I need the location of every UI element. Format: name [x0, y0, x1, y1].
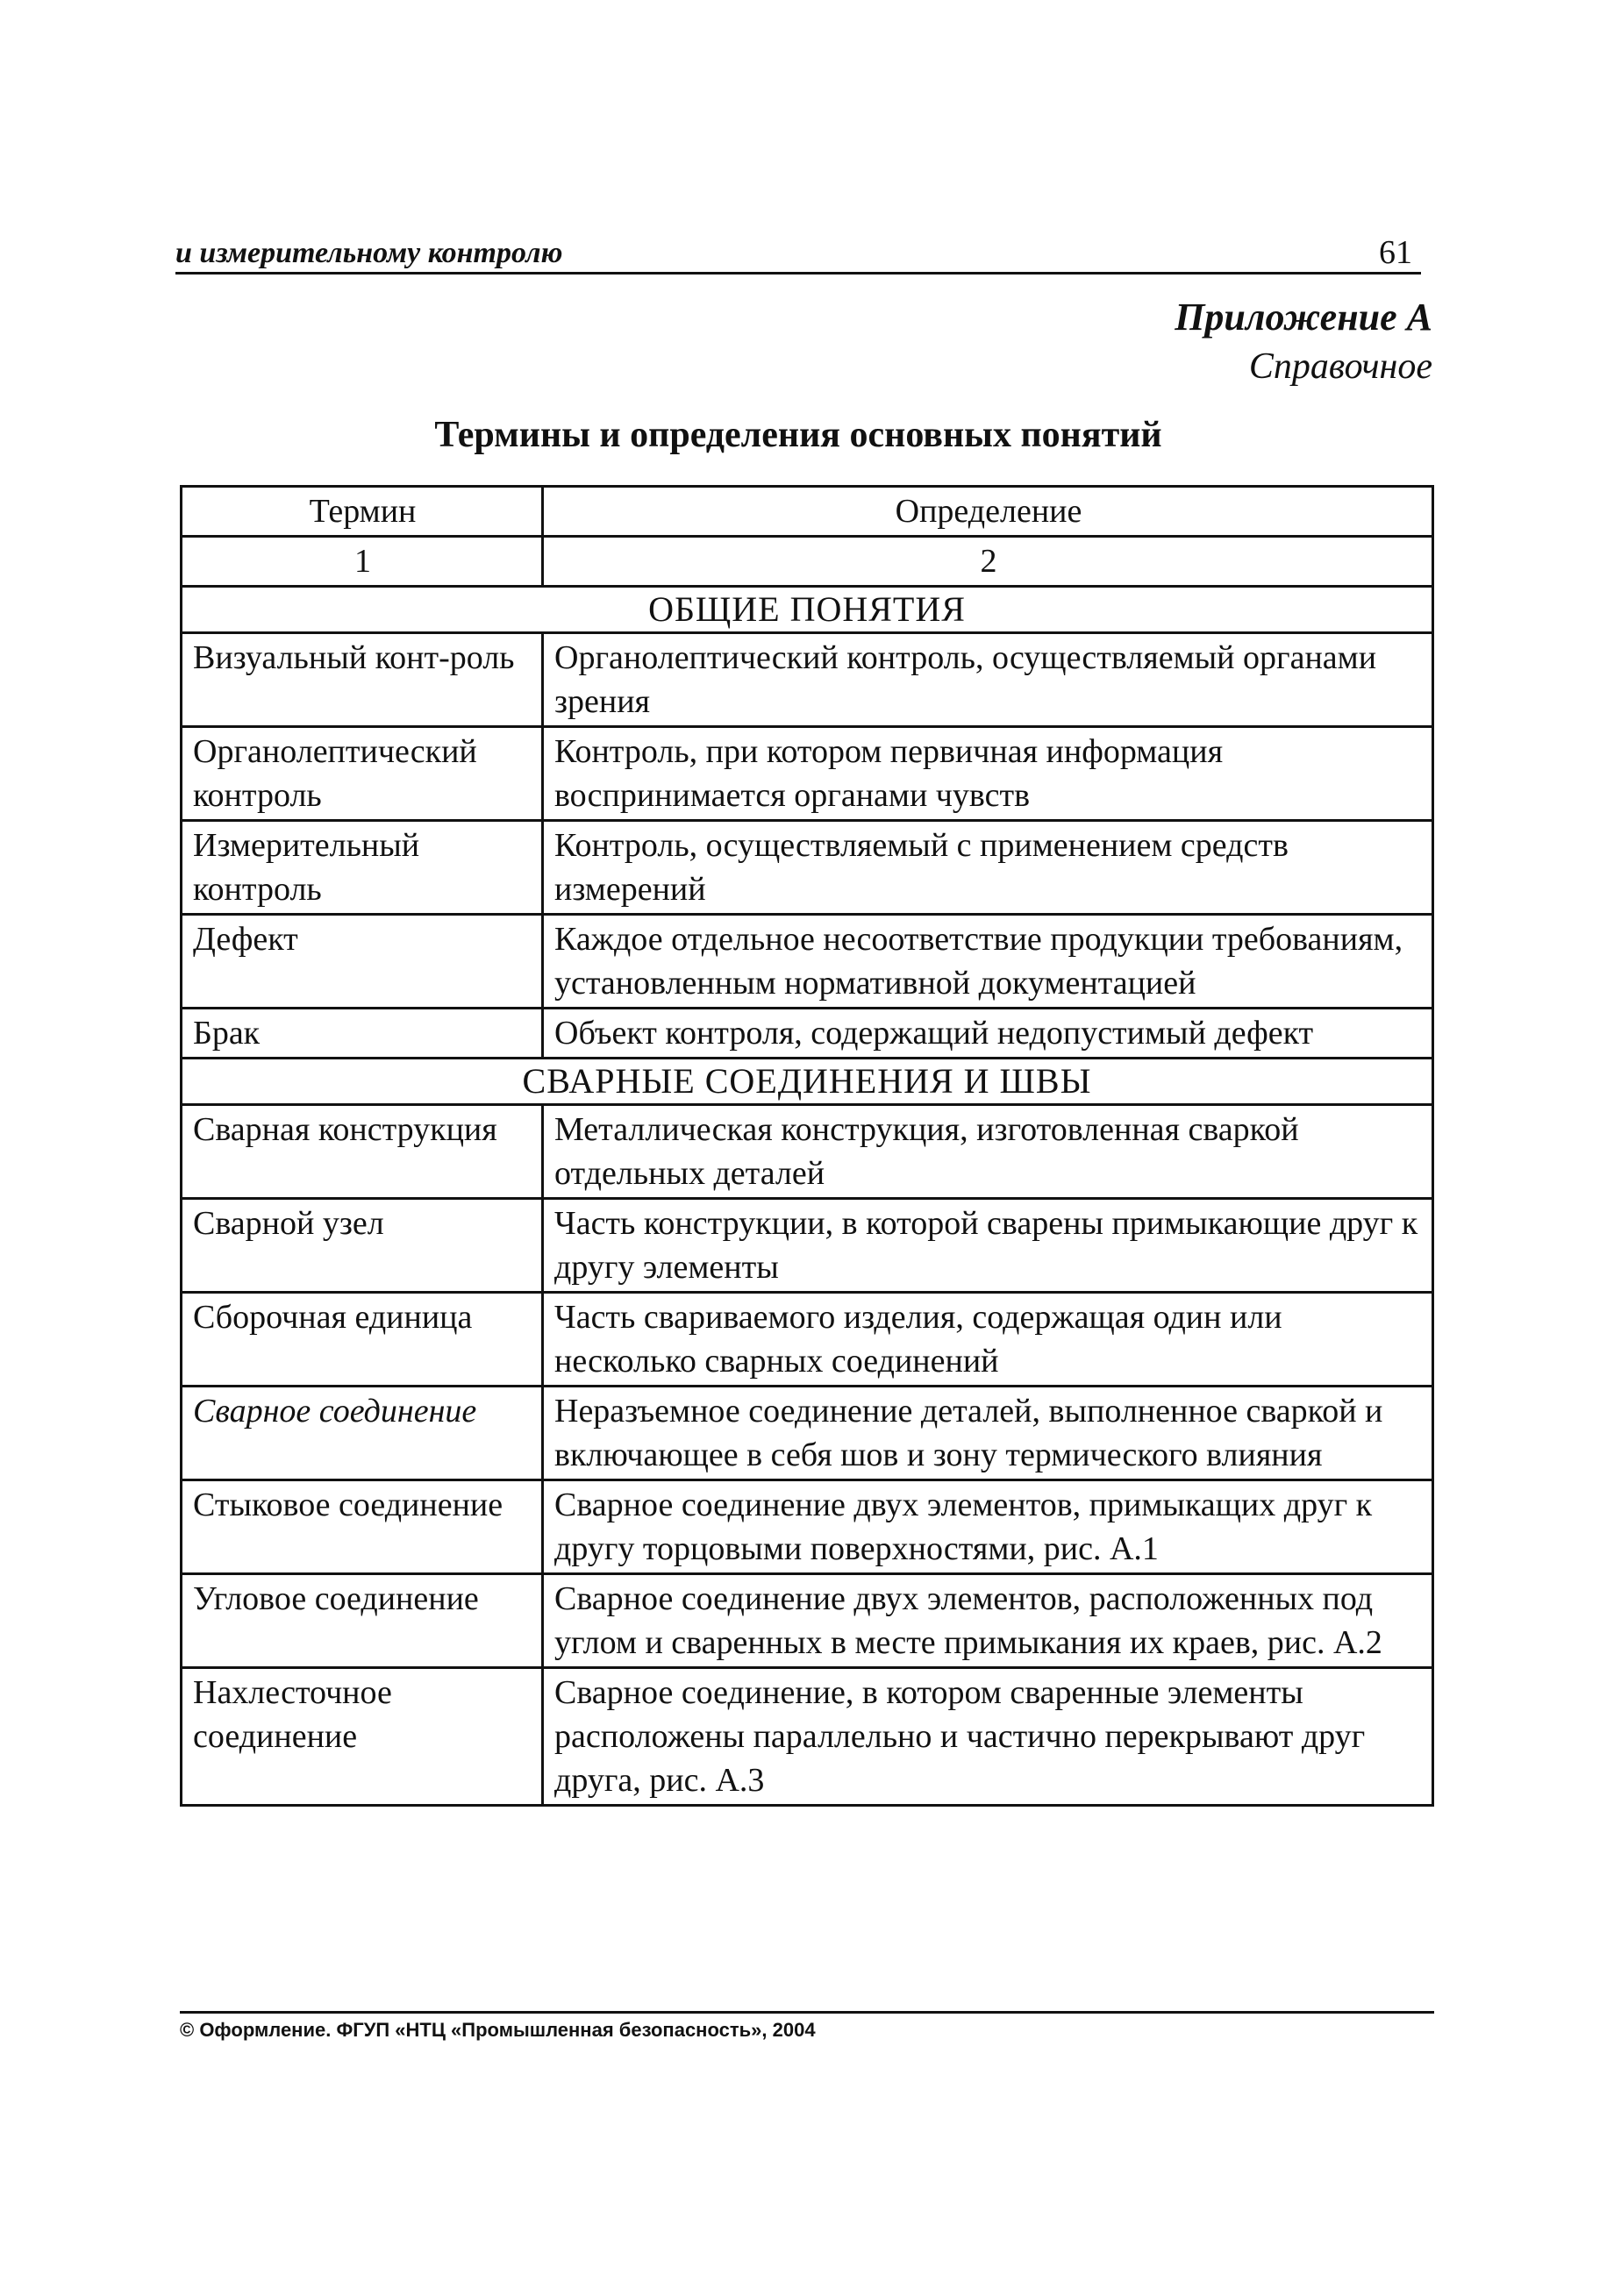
- section-heading-row: [182, 1059, 1433, 1105]
- definition-cell: Металлическая конструкция, изготовленная сваркой отдельных деталей: [543, 1105, 1433, 1199]
- term-cell: Визуальный конт-роль: [182, 633, 543, 727]
- table-row: [182, 633, 1433, 727]
- table-row: [182, 727, 1433, 821]
- copyright-footer: © Оформление. ФГУП «НТЦ «Промышленная безопасность», 2004: [180, 2019, 816, 2041]
- definition-cell: Часть свариваемого изделия, содержащая один или несколько сварных соединений: [543, 1293, 1433, 1387]
- term-cell: Сварное соединение: [182, 1387, 543, 1480]
- appendix-title: Приложение А: [1175, 296, 1432, 339]
- appendix-subtitle: Справочное: [1248, 346, 1432, 387]
- term-cell: Угловое соединение: [182, 1574, 543, 1668]
- term-cell: Сборочная единица: [182, 1293, 543, 1387]
- term-cell: Сварная конструкция: [182, 1105, 543, 1199]
- terms-table: [180, 485, 1434, 1807]
- document-title: Термины и определения основных понятий: [434, 415, 1162, 455]
- page-number: 61: [1379, 234, 1412, 271]
- term-cell: Органолептический контроль: [182, 727, 543, 821]
- term-cell: Брак: [182, 1009, 543, 1059]
- table-row: [182, 1480, 1433, 1574]
- table-row: [182, 1105, 1433, 1199]
- table-header-row: [182, 487, 1433, 537]
- column-header-definition: Определение: [543, 487, 1433, 537]
- definition-cell: Сварное соединение двух элементов, расположенных под углом и сваренных в месте примыкания их краев, рис. А.2: [543, 1574, 1433, 1668]
- definition-cell: Сварное соединение, в котором сваренные элементы расположены параллельно и частично перекрывают друг друга, рис. А.3: [543, 1668, 1433, 1806]
- term-cell: Нахлесточное соединение: [182, 1668, 543, 1806]
- definition-cell: Контроль, осуществляемый с применением средств измерений: [543, 821, 1433, 915]
- section-heading: СВАРНЫЕ СОЕДИНЕНИЯ И ШВЫ: [182, 1059, 1433, 1105]
- definition-cell: Каждое отдельное несоответствие продукции требованиям, установленным нормативной документацией: [543, 915, 1433, 1009]
- column-header-term: Термин: [182, 487, 543, 537]
- footer-divider: [180, 2011, 1434, 2014]
- term-cell: Сварной узел: [182, 1199, 543, 1293]
- running-header: [175, 230, 1421, 275]
- definition-cell: Неразъемное соединение деталей, выполненное сваркой и включающее в себя шов и зону термического влияния: [543, 1387, 1433, 1480]
- definition-cell: Сварное соединение двух элементов, примыкащих друг к другу торцовыми поверхностями, рис. А.1: [543, 1480, 1433, 1574]
- column-number-2: 2: [543, 537, 1433, 587]
- table-row: [182, 1293, 1433, 1387]
- section-heading-row: [182, 587, 1433, 633]
- term-cell: Стыковое соединение: [182, 1480, 543, 1574]
- table-row: [182, 1387, 1433, 1480]
- table-row: [182, 1574, 1433, 1668]
- column-number-1: 1: [182, 537, 543, 587]
- running-title: и измерительному контролю: [175, 237, 563, 269]
- appendix-label: [1175, 294, 1432, 392]
- table-row: [182, 915, 1433, 1009]
- table-row: [182, 1668, 1433, 1806]
- column-number-row: [182, 537, 1433, 587]
- section-heading: ОБЩИЕ ПОНЯТИЯ: [182, 587, 1433, 633]
- table-row: [182, 821, 1433, 915]
- term-cell: Дефект: [182, 915, 543, 1009]
- table-row: [182, 1009, 1433, 1059]
- definition-cell: Часть конструкции, в которой сварены примыкающие друг к другу элементы: [543, 1199, 1433, 1293]
- term-cell: Измерительный контроль: [182, 821, 543, 915]
- definition-cell: Органолептический контроль, осуществляемый органами зрения: [543, 633, 1433, 727]
- definition-cell: Контроль, при котором первичная информация воспринимается органами чувств: [543, 727, 1433, 821]
- definition-cell: Объект контроля, содержащий недопустимый дефект: [543, 1009, 1433, 1059]
- table-row: [182, 1199, 1433, 1293]
